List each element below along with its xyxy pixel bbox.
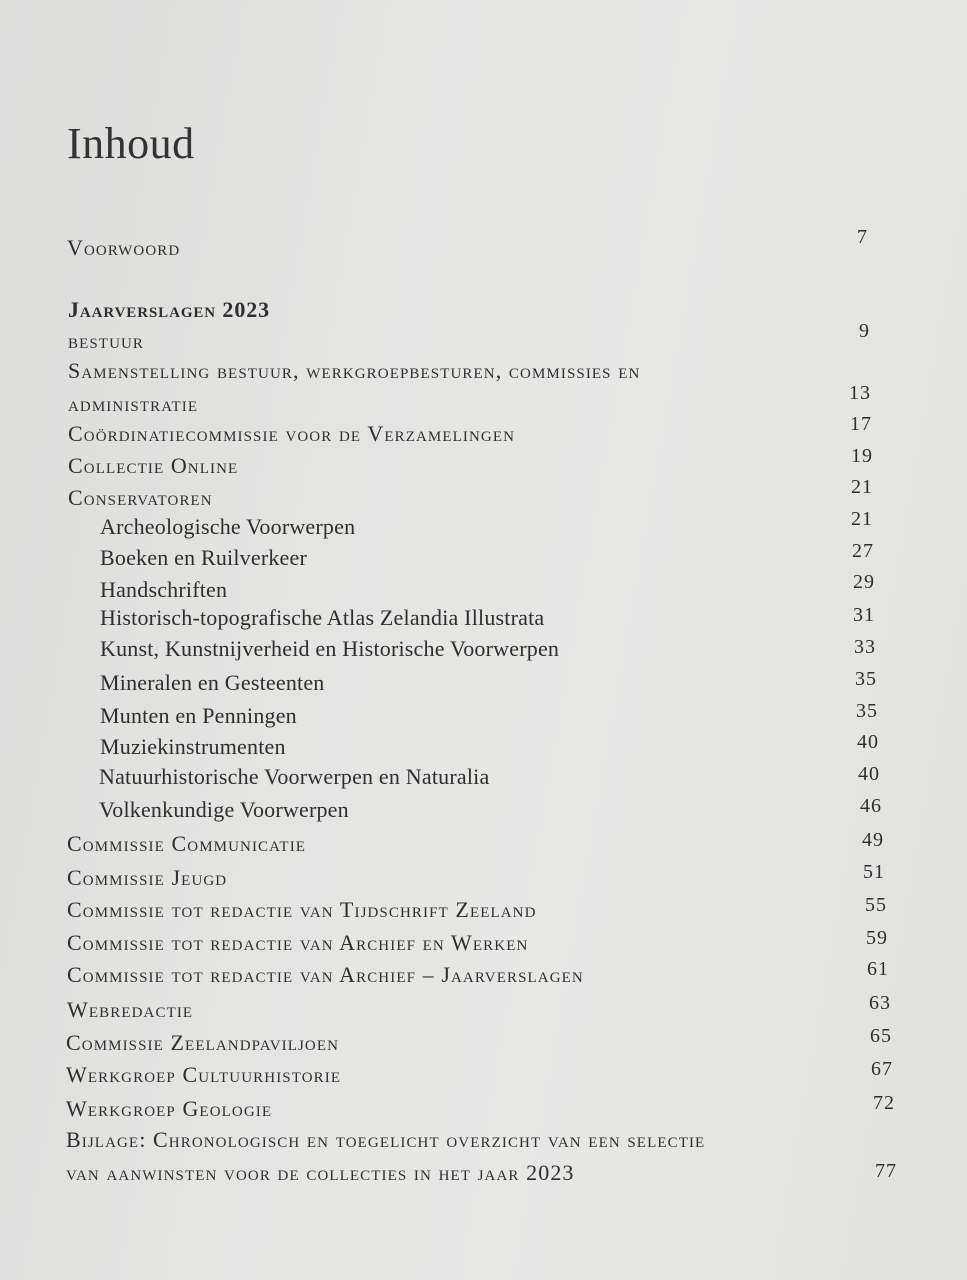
toc-page-tijdschrift-zeeland: 55 — [865, 894, 887, 916]
toc-page-handschriften: 29 — [853, 571, 875, 593]
toc-subentry-atlas: Historisch-topografische Atlas Zelandia Illustrata — [100, 605, 545, 630]
toc-page-jeugd: 51 — [863, 861, 885, 883]
toc-entry-cultuurhistorie: Werkgroep Cultuurhistorie — [66, 1062, 342, 1087]
toc-entry-geologie: Werkgroep Geologie — [66, 1096, 273, 1121]
toc-subentry-boeken: Boeken en Ruilverkeer — [100, 545, 308, 570]
toc-page-archief-jaarverslagen: 61 — [867, 958, 889, 980]
toc-page-volkenkundige: 46 — [860, 795, 882, 817]
toc-subentry-volkenkundige: Volkenkundige Voorwerpen — [99, 797, 349, 822]
toc-page-cultuurhistorie: 67 — [871, 1058, 893, 1080]
toc-page-archief-werken: 59 — [866, 927, 888, 949]
toc-page-munten: 35 — [856, 700, 878, 722]
toc-page-webredactie: 63 — [869, 992, 891, 1014]
toc-page-collectie-online: 19 — [851, 445, 873, 467]
toc-heading-jaarverslagen: Jaarverslagen 2023 — [68, 297, 271, 322]
toc-entry-collectie-online: Collectie Online — [68, 453, 239, 478]
toc-subentry-muziekinstrumenten: Muziekinstrumenten — [100, 734, 286, 759]
toc-entry-archief-werken: Commissie tot redactie van Archief en Werken — [67, 930, 529, 955]
toc-page-zeelandpaviljoen: 65 — [870, 1025, 892, 1047]
toc-entry-coordinatiecommissie: Coördinatiecommissie voor de Verzamelingen — [68, 421, 516, 446]
toc-page-bestuur: 9 — [859, 320, 870, 342]
toc-page-communicatie: 49 — [862, 829, 884, 851]
toc-entry-jeugd: Commissie Jeugd — [67, 865, 228, 890]
toc-entry-zeelandpaviljoen: Commissie Zeelandpaviljoen — [66, 1030, 340, 1055]
toc-entry-administratie: administratie — [68, 391, 199, 416]
toc-subentry-kunst: Kunst, Kunstnijverheid en Historische Voorwerpen — [100, 636, 560, 661]
toc-entry-bestuur: bestuur — [68, 328, 145, 353]
toc-entry-tijdschrift-zeeland: Commissie tot redactie van Tijdschrift Zeeland — [67, 897, 537, 922]
toc-page-atlas: 31 — [853, 604, 875, 626]
toc-entry-conservatoren: Conservatoren — [68, 485, 213, 510]
toc-entry-webredactie: Webredactie — [67, 997, 194, 1022]
toc-page-natuurhistorische: 40 — [858, 763, 880, 785]
toc-page-voorwoord: 7 — [857, 226, 868, 248]
toc-page-boeken: 27 — [852, 540, 874, 562]
toc-subentry-mineralen: Mineralen en Gesteenten — [100, 670, 325, 695]
toc-entry-communicatie: Commissie Communicatie — [67, 831, 307, 856]
toc-page-geologie: 72 — [873, 1092, 895, 1114]
toc-page-archeologische: 21 — [851, 508, 873, 530]
toc-page-kunst: 33 — [854, 636, 876, 658]
toc-entry-samenstelling: Samenstelling bestuur, werkgroepbesturen, commissies en — [68, 358, 641, 383]
toc-entry-bijlage-cont: van aanwinsten voor de collecties in het jaar 2023 — [66, 1160, 575, 1185]
toc-entry-bijlage: Bijlage: Chronologisch en toegelicht overzicht van een selectie — [66, 1127, 706, 1152]
toc-subentry-natuurhistorische: Natuurhistorische Voorwerpen en Naturalia — [99, 764, 490, 789]
toc-entry-voorwoord: Voorwoord — [67, 235, 181, 260]
toc-entry-archief-jaarverslagen: Commissie tot redactie van Archief – Jaarverslagen — [67, 962, 584, 987]
toc-page-bijlage: 77 — [875, 1160, 897, 1182]
toc-subentry-handschriften: Handschriften — [100, 577, 228, 602]
toc-page-administratie: 13 — [849, 382, 871, 404]
toc-subentry-munten: Munten en Penningen — [100, 703, 297, 728]
toc-page-coordinatiecommissie: 17 — [850, 413, 872, 435]
toc-page-muziekinstrumenten: 40 — [857, 731, 879, 753]
toc-page-conservatoren: 21 — [851, 476, 873, 498]
page-title: Inhoud — [67, 119, 195, 168]
toc-page-mineralen: 35 — [855, 668, 877, 690]
toc-subentry-archeologische: Archeologische Voorwerpen — [100, 514, 356, 539]
